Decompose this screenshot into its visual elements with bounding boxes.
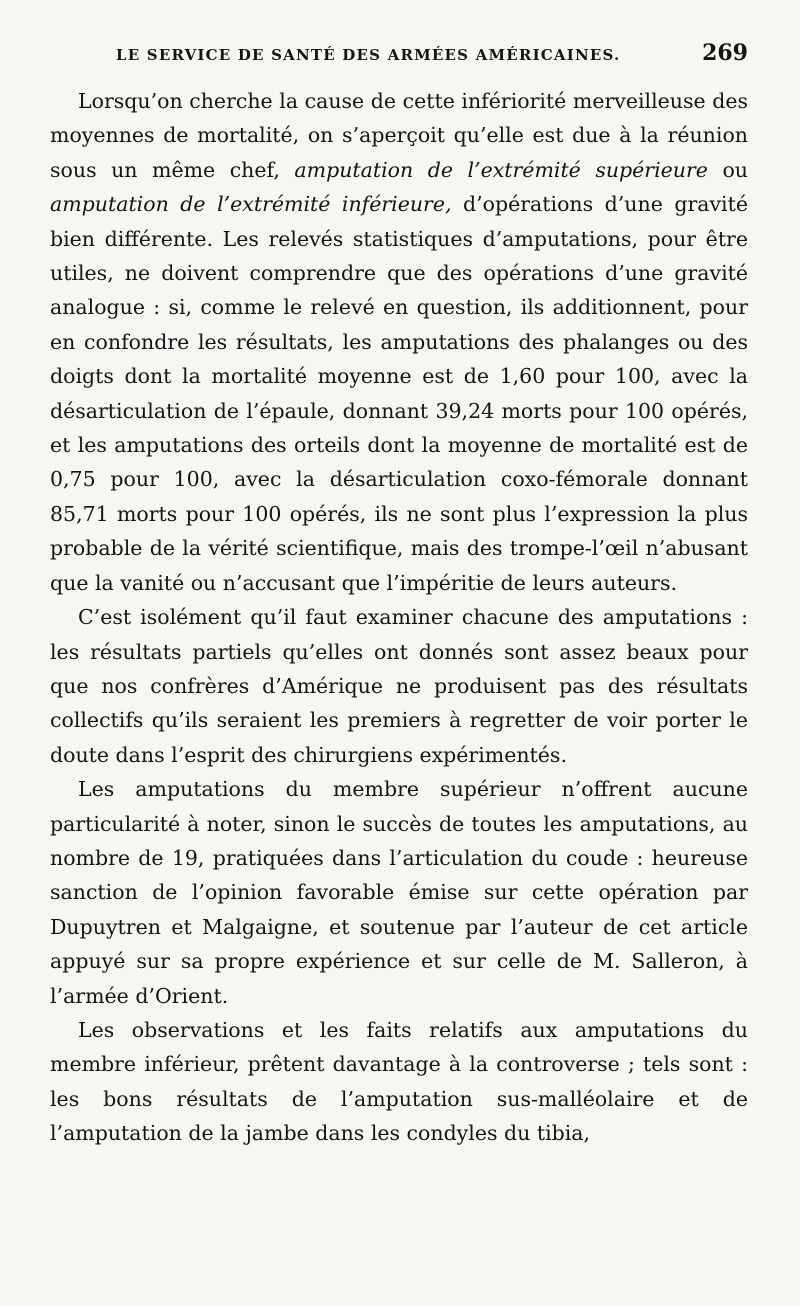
- running-title: LE SERVICE DE SANTÉ DES ARMÉES AMÉRICAINES.: [116, 46, 621, 64]
- page-number: 269: [702, 40, 748, 66]
- paragraph-1-text-a: Lorsqu’on cherche la cause de cette infériorité merveilleuse des moyennes de mortalité, on s’aperçoit qu’elle est due à la réunion sous un même chef,: [50, 89, 748, 182]
- paragraph-1-text-c: d’opérations d’une gravité bien différente. Les relevés statistiques d’amputations, pour être utiles, ne doivent comprendre que des opérations d’une gravité analogue : si, comme le relevé en question, ils additionnent, pour en confondre les résultats, les amputations des phalanges ou des doigts dont la mortalité moyenne est de 1,60 pour 100, avec la désarticulation de l’épaule, donnant 39,24 morts pour 100 opérés, et les amputations des orteils dont la moyenne de mortalité est de 0,75 pour 100, avec la désarticulation coxo-fémorale donnant 85,71 morts pour 100 opérés, ils ne sont plus l’expression la plus probable de la vérité scientifique, mais des trompe-l’œil n’abusant que la vanité ou n’accusant que l’impéritie de leurs auteurs.: [50, 192, 748, 595]
- paragraph-3: Les amputations du membre supérieur n’offrent aucune particularité à noter, sinon le succès de toutes les amputations, au nombre de 19, pratiquées dans l’articulation du coude : heureuse sanction de l’opinion favorable émise sur cette opération par Dupuytren et Malgaigne, et soutenue par l’auteur de cet article appuyé sur sa propre expérience et sur celle de M. Salleron, à l’armée d’Orient.: [50, 777, 748, 1008]
- paragraph-1: [50, 84, 748, 600]
- paragraph-1-text-b: ou: [707, 157, 749, 182]
- paragraph-1-italic-a: amputation de l’extrémité supérieure: [294, 157, 708, 182]
- paragraph-1-italic-b: amputation de l’extrémité inférieure,: [50, 192, 452, 217]
- paragraph-4: Les observations et les faits relatifs aux amputations du membre inférieur, prêtent davantage à la controverse ; tels sont : les bons résultats de l’amputation sus-malléolaire et de l’amputation de la jambe dans les condyles du tibia,: [50, 1017, 748, 1146]
- body-text: [50, 84, 748, 1151]
- paragraph-2: C’est isolément qu’il faut examiner chacune des amputations : les résultats partiels qu’elles ont donnés sont assez beaux pour que nos confrères d’Amérique ne produisent pas des résultats collectifs qu’ils seraient les premiers à regretter de voir porter le doute dans l’esprit des chirurgiens expérimentés.: [50, 605, 748, 767]
- running-head: [50, 40, 748, 80]
